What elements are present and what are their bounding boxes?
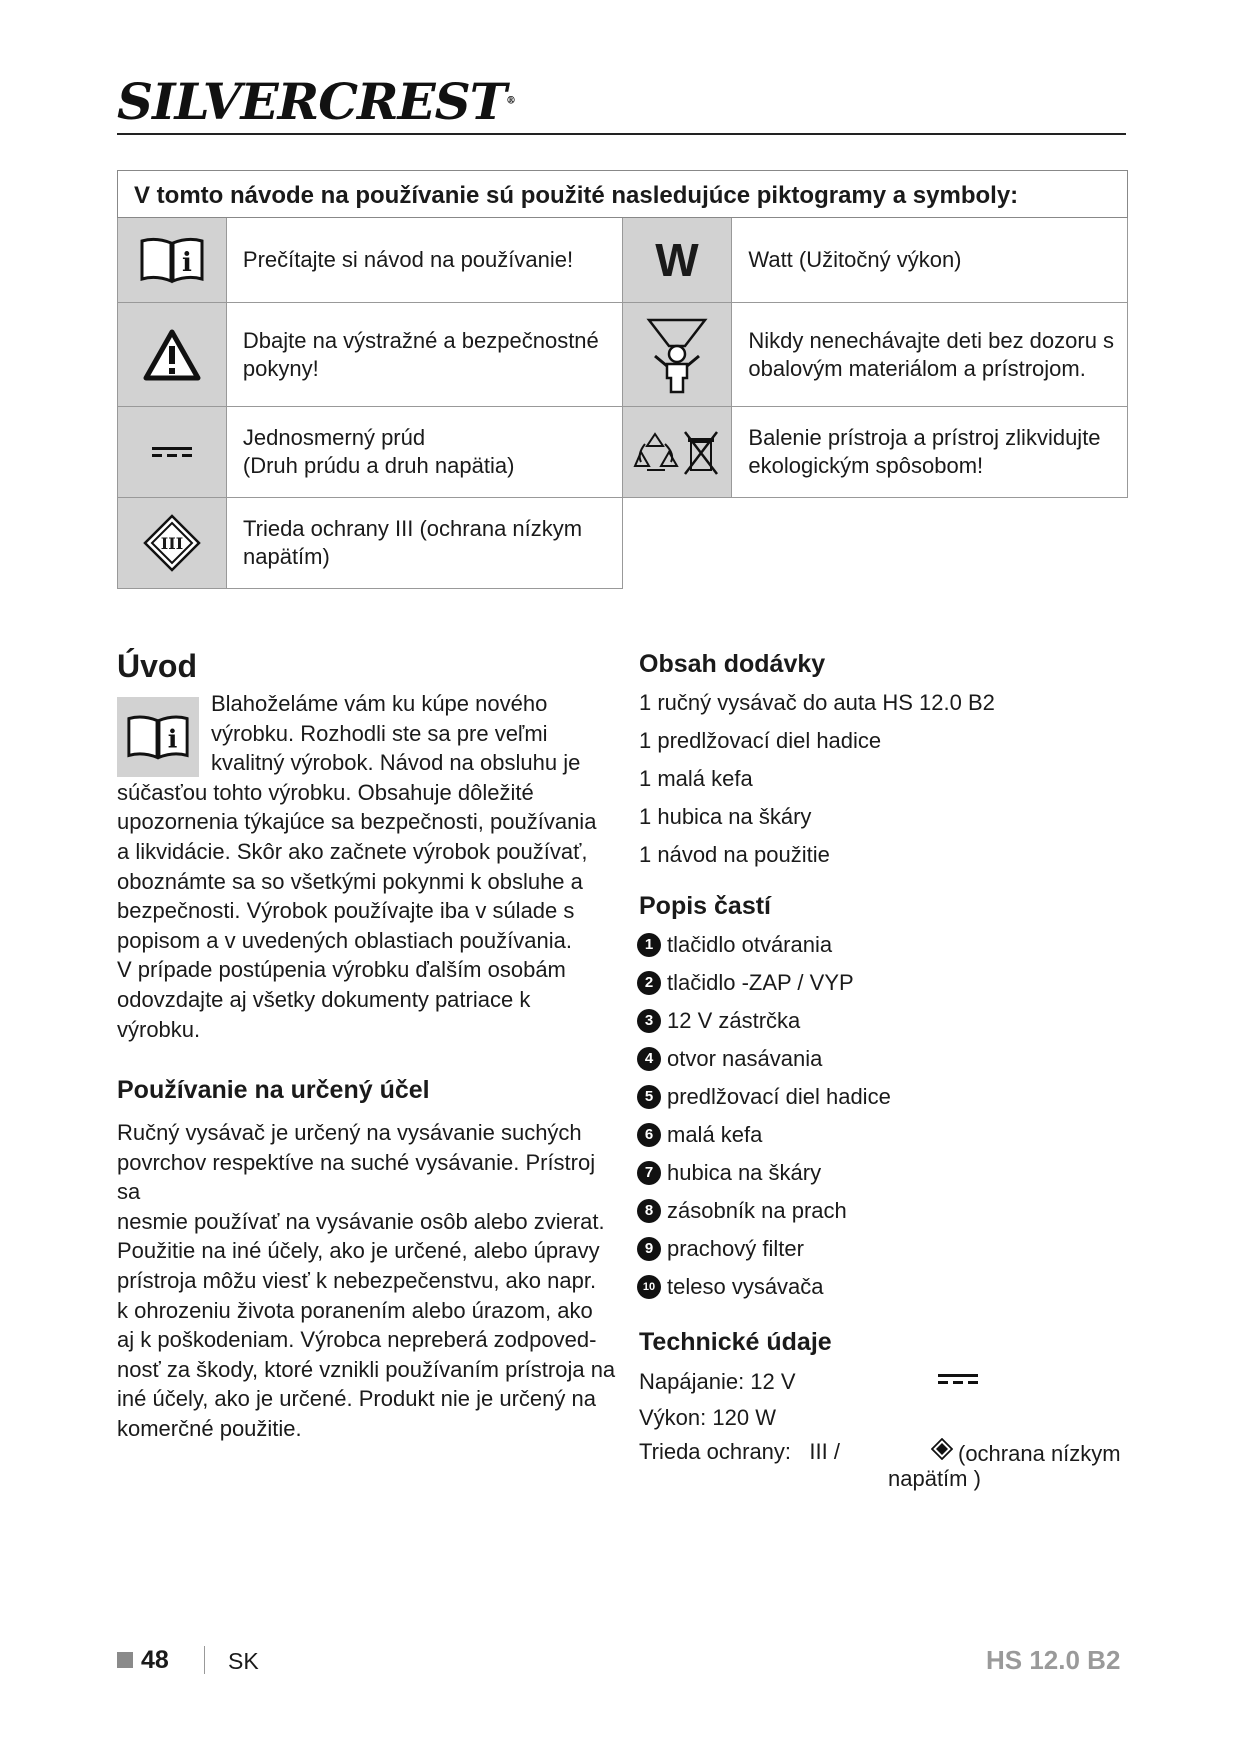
footer-square-icon <box>117 1652 133 1668</box>
parts-item <box>637 1230 891 1268</box>
protection-class-iii-icon <box>931 1438 953 1460</box>
intro-line: upozornenia týkajúce sa bezpečnosti, používania <box>117 809 597 835</box>
intended-use-title: Používanie na určený účel <box>117 1076 430 1104</box>
parts-item <box>637 964 891 1002</box>
symbol-text-dc-line2: (Druh prúdu a druh napätia) <box>242 453 515 478</box>
part-number-badge: 9 <box>637 1237 661 1261</box>
package-item: 1 návod na použitie <box>639 842 830 867</box>
parts-item <box>637 926 891 964</box>
page-number: 48 <box>141 1646 169 1674</box>
warning-triangle-icon <box>117 303 227 407</box>
intended-use-line: nosť za škody, ktoré vznikli používaním prístroja na <box>117 1356 616 1382</box>
svg-text:i: i <box>181 248 192 278</box>
intro-line: súčasťou tohto výrobku. Obsahuje dôležité <box>117 779 534 805</box>
intro-line: oboznámte sa so všetkými pokynmi k obsluhe a <box>117 868 583 894</box>
part-number-badge: 1 <box>637 933 661 957</box>
parts-item <box>637 1116 891 1154</box>
tech-protection-note-1: (ochrana nízkym <box>958 1441 1121 1466</box>
brand-logo-part1: SILVER <box>117 72 319 131</box>
parts-item <box>637 1002 891 1040</box>
symbol-text-dc <box>227 407 623 498</box>
parts-item <box>637 1078 891 1116</box>
package-item: 1 ručný vysávač do auta HS 12.0 B2 <box>639 690 995 715</box>
part-number-badge: 3 <box>637 1009 661 1033</box>
intro-line: Blahoželáme vám ku kúpe nového <box>211 691 548 716</box>
symbol-text-children: Nikdy nenechávajte deti bez dozoru s obalovým materiálom a prístrojom. <box>732 303 1128 407</box>
intro-title: Úvod <box>117 648 197 684</box>
intended-use-line: nesmie používať na vysávanie osôb alebo zvierat. <box>117 1208 605 1234</box>
parts-item <box>637 1154 891 1192</box>
part-number-badge: 10 <box>637 1275 661 1299</box>
part-number-badge: 5 <box>637 1085 661 1109</box>
intended-use-line: k ohrozeniu života poranením alebo úrazom, ako <box>117 1297 593 1323</box>
part-number-badge: 8 <box>637 1199 661 1223</box>
symbol-text-protection: Trieda ochrany III (ochrana nízkym napätím) <box>227 498 623 589</box>
package-item: 1 predlžovací diel hadice <box>639 728 882 753</box>
footer-divider <box>204 1646 205 1674</box>
symbols-table-heading: V tomto návode na používanie sú použité nasledujúce piktogramy a symboly: <box>117 170 1128 218</box>
svg-text:i: i <box>167 723 178 754</box>
part-label: tlačidlo otvárania <box>667 932 833 957</box>
tech-title: Technické údaje <box>639 1328 832 1356</box>
symbol-text-recycle: Balenie prístroja a prístroj zlikvidujte ekologickým spôsobom! <box>732 407 1128 498</box>
direct-current-icon <box>117 407 227 498</box>
parts-list <box>637 926 891 1306</box>
parts-item <box>637 1040 891 1078</box>
symbol-text-info: Prečítajte si návod na používanie! <box>227 218 623 303</box>
header-divider <box>117 133 1126 135</box>
part-number-badge: 4 <box>637 1047 661 1071</box>
package-item: 1 hubica na škáry <box>639 804 812 829</box>
protection-class-iii-icon <box>117 498 227 589</box>
registered-mark: ® <box>505 95 515 107</box>
intended-use-line: Ručný vysávač je určený na vysávanie suchých <box>117 1120 582 1145</box>
part-label: 12 V zástrčka <box>667 1008 801 1033</box>
intro-line: a likvidácie. Skôr ako začnete výrobok používať, <box>117 838 588 864</box>
package-title: Obsah dodávky <box>639 650 826 678</box>
intended-use-line: aj k poškodeniam. Výrobca nepreberá zodpoved- <box>117 1327 597 1353</box>
watt-icon <box>623 218 733 303</box>
intended-use-line: povrchov respektíve na suché vysávanie. Prístroj sa <box>117 1149 596 1205</box>
brand-logo <box>117 72 515 131</box>
part-label: otvor nasávania <box>667 1046 823 1071</box>
intended-use-text <box>117 1118 617 1444</box>
model-number: HS 12.0 B2 <box>986 1645 1121 1675</box>
part-label: prachový filter <box>667 1236 804 1261</box>
part-label: malá kefa <box>667 1122 763 1147</box>
intro-line: výrobku. Rozhodli ste sa pre veľmi <box>211 720 548 746</box>
parts-item <box>637 1192 891 1230</box>
recycle-icon <box>623 407 733 498</box>
tech-protection-label: Trieda ochrany: III / <box>639 1439 840 1464</box>
intro-line: výrobku. <box>117 1016 201 1042</box>
intro-line: kvalitný výrobok. Návod na obsluhu je <box>211 750 581 776</box>
watt-glyph: W <box>655 234 699 286</box>
info-book-icon <box>117 218 227 303</box>
intro-line: popisom a v uvedených oblastiach používania. <box>117 927 572 953</box>
part-label: tlačidlo -ZAP / VYP <box>667 970 854 995</box>
parts-item <box>637 1268 891 1306</box>
intended-use-line: iné účely, ako je určené. Produkt nie je určený na <box>117 1386 596 1412</box>
part-label: teleso vysávača <box>667 1274 824 1299</box>
symbols-row <box>117 498 1128 589</box>
tech-protection-note-2: napätím ) <box>888 1466 981 1491</box>
part-label: hubica na škáry <box>667 1160 822 1185</box>
part-label: predlžovací diel hadice <box>667 1084 891 1109</box>
symbol-text-watt: Watt (Užitočný výkon) <box>732 218 1128 303</box>
part-number-badge: 2 <box>637 971 661 995</box>
part-label: zásobník na prach <box>667 1198 847 1223</box>
language-code: SK <box>228 1648 259 1674</box>
symbols-row <box>117 407 1128 498</box>
symbol-text-safety: Dbajte na výstražné a bezpečnostné pokyny! <box>227 303 623 407</box>
child-warning-icon <box>623 303 733 407</box>
tech-power-supply: Napájanie: 12 V <box>639 1369 796 1394</box>
intended-use-line: prístroja môžu viesť k nebezpečenstvu, ako napr. <box>117 1267 597 1293</box>
tech-output: Výkon: 120 W <box>639 1405 776 1430</box>
intro-line: V prípade postúpenia výrobku ďalším osobám <box>117 957 566 983</box>
protection-class-glyph: III <box>160 533 184 553</box>
package-item: 1 malá kefa <box>639 766 753 791</box>
intended-use-line: Použitie na iné účely, ako je určené, alebo úpravy <box>117 1238 600 1264</box>
symbols-empty-cell <box>623 498 1128 589</box>
symbols-table <box>117 170 1128 589</box>
direct-current-icon <box>938 1373 978 1385</box>
intro-line: odovzdajte aj všetky dokumenty patriace k <box>117 986 531 1012</box>
parts-title: Popis častí <box>639 892 771 920</box>
symbol-text-dc-line1: Jednosmerný prúd <box>242 425 426 450</box>
brand-logo-part2: CREST <box>318 72 506 131</box>
part-number-badge: 7 <box>637 1161 661 1185</box>
intended-use-line: komerčné použitie. <box>117 1415 302 1441</box>
symbols-row <box>117 303 1128 407</box>
package-list <box>639 684 995 874</box>
part-number-badge: 6 <box>637 1123 661 1147</box>
symbols-row <box>117 218 1128 303</box>
intro-text <box>117 689 617 1044</box>
intro-line: bezpečnosti. Výrobok používajte iba v súlade s <box>117 898 575 924</box>
